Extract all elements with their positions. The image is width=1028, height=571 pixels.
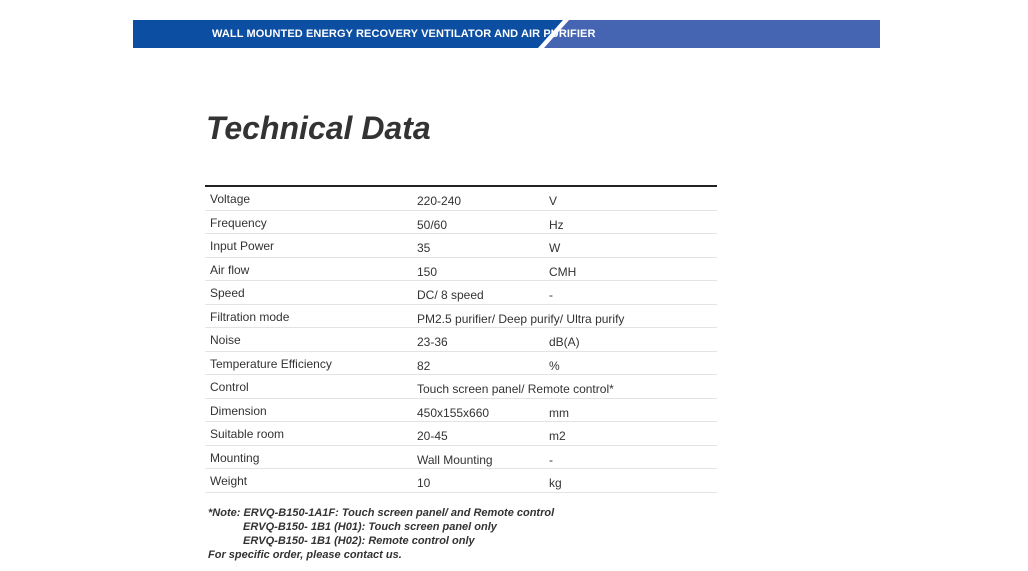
spec-label: Control [210,380,249,394]
spec-unit: - [549,288,553,302]
spec-value: 450x155x660 [417,405,490,420]
spec-label: Dimension [210,403,267,418]
spec-unit: kg [549,476,562,490]
spec-unit: CMH [549,264,577,279]
spec-table [205,185,717,493]
spec-label: Speed [210,286,245,300]
spec-row-voltage [205,187,717,211]
header-banner [133,20,880,48]
spec-unit [549,375,717,398]
spec-label: Suitable room [210,427,285,441]
spec-unit: m2 [549,429,566,443]
spec-row-suitable-room [205,422,717,446]
note-line: ERVQ-B150- 1B1 (H02): Remote control only [243,535,475,547]
note-line: *Note: ERVQ-B150-1A1F: Touch screen panel/ and Remote control [208,507,555,519]
spec-row-speed [205,281,717,305]
spec-row-frequency [205,211,717,235]
spec-value: Wall Mounting [417,452,493,467]
spec-unit: mm [549,405,569,420]
spec-unit: % [549,358,560,373]
spec-value: PM2.5 purifier/ Deep purify/ Ultra purify [417,311,625,326]
spec-label: Air flow [210,262,250,277]
spec-value: 82 [417,358,431,373]
spec-value: 10 [417,476,431,490]
spec-row-mounting [205,446,717,470]
spec-row-filtration-mode [205,305,717,329]
spec-row-weight [205,469,717,493]
spec-value: Touch screen panel/ Remote control* [417,382,614,396]
spec-unit: Hz [549,217,564,232]
spec-label: Temperature Efficiency [210,356,332,371]
spec-unit: W [549,241,561,255]
page-title: Technical Data [206,110,431,146]
spec-label: Input Power [210,239,275,253]
spec-row-air-flow [205,258,717,282]
spec-unit: - [549,452,553,467]
banner-title: WALL MOUNTED ENERGY RECOVERY VENTILATOR AND AIR PURIFIER [212,28,596,40]
spec-label: Voltage [210,192,251,206]
spec-value: DC/ 8 speed [417,288,484,302]
footnotes [208,506,554,562]
spec-value: 220-240 [417,194,462,208]
spec-unit [549,305,717,328]
spec-unit: dB(A) [549,335,580,349]
spec-value: 23-36 [417,335,448,349]
spec-label: Filtration mode [210,309,290,324]
spec-value: 50/60 [417,217,448,232]
spec-row-control [205,375,717,399]
spec-label: Frequency [210,215,267,230]
spec-label: Weight [210,474,248,488]
note-contact: For specific order, please contact us. [208,549,402,561]
spec-row-dimension [205,399,717,423]
spec-value: 35 [417,241,431,255]
spec-value: 150 [417,264,438,279]
spec-value: 20-45 [417,429,448,443]
spec-row-temperature-efficiency [205,352,717,376]
spec-row-input-power [205,234,717,258]
spec-label: Noise [210,333,241,347]
note-line: ERVQ-B150- 1B1 (H01): Touch screen panel only [243,521,497,533]
spec-label: Mounting [210,450,260,465]
spec-row-noise [205,328,717,352]
spec-unit: V [549,194,558,208]
